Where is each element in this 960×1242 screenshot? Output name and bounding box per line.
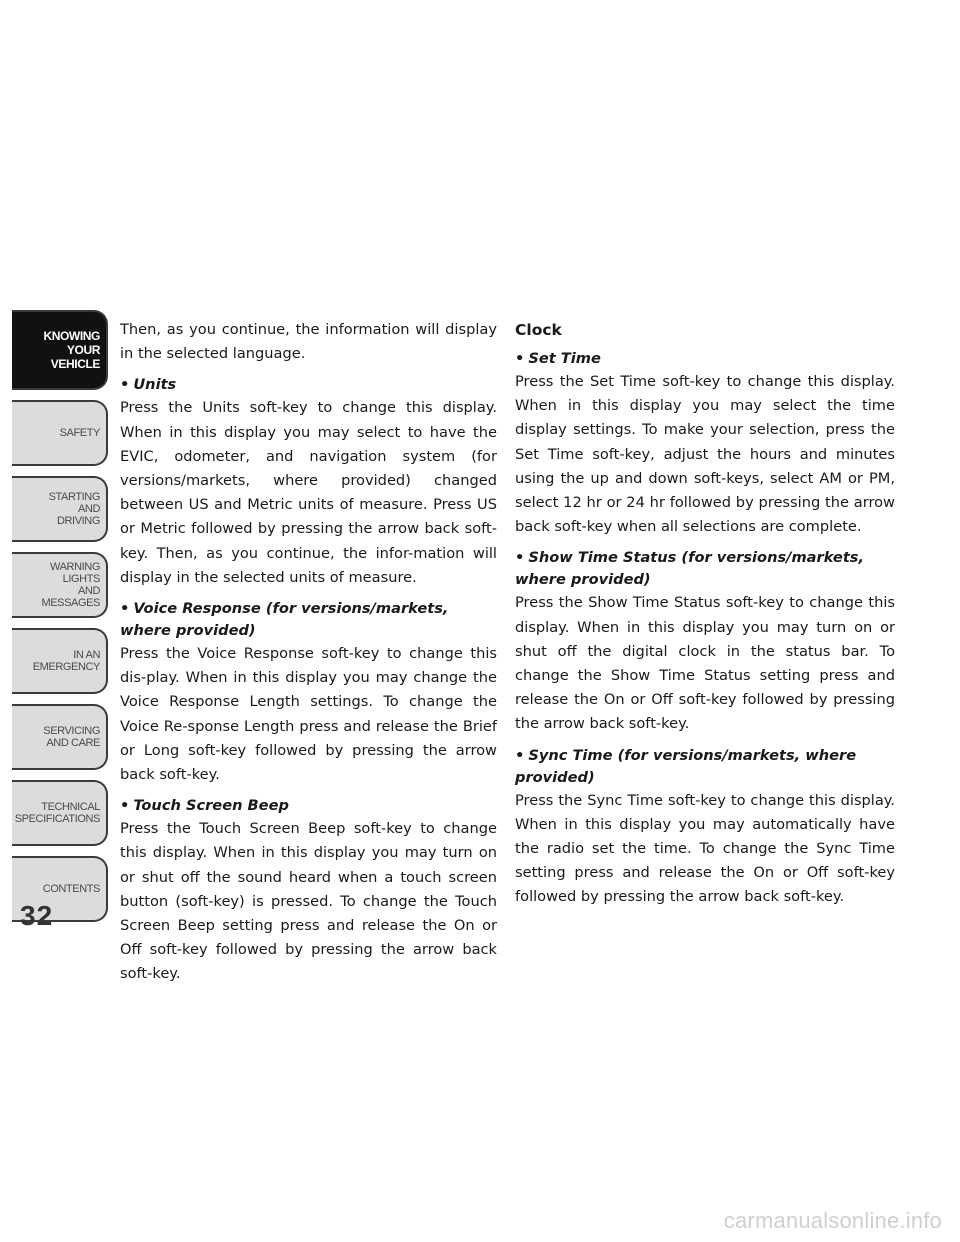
tab-label: SAFETY [59,427,100,439]
left-column [120,318,497,995]
tab-servicing-and-care[interactable] [12,704,108,770]
bullet-icon: • [120,600,130,618]
tab-warning-lights-and-messages[interactable] [12,552,108,618]
sync-time-paragraph: Press the Sync Time soft-key to change this display. When in this display you may automatically have the radio set the time. To change the Sync Time setting press and release the On or Off soft-key followed by pressing the arrow back soft-key. [515,791,895,906]
set-time-heading-text: Set Time [528,350,601,367]
tab-label: IN AN EMERGENCY [32,649,100,673]
tab-starting-and-driving[interactable] [12,476,108,542]
page-number: 32 [20,900,54,931]
units-paragraph: Press the Units soft-key to change this display. When in this display you may select to have the EVIC, odometer, and navigation system (for versions/markets, where provided) changed between US and Metric units of measure. Press US or Metric followed by pressing the arrow back soft-key. Then, as you continue, the infor-mation will display in the selected units of measure. [120,399,497,586]
tab-label: WARNING LIGHTS AND MESSAGES [41,561,100,609]
tab-technical-specifications[interactable] [12,780,108,846]
tab-label: CONTENTS [42,883,100,895]
voice-response-heading-text: Voice Response (for versions/markets, where provided) [120,600,449,640]
voice-response-heading [120,598,497,642]
voice-response-paragraph: Press the Voice Response soft-key to change this dis-play. When in this display you may change the Voice Response Length settings. To change the Voice Re-sponse Length press and release the Brief or Long soft-key followed by pressing the arrow back soft-key. [120,645,497,784]
bullet-icon: • [120,797,130,815]
show-time-status-paragraph: Press the Show Time Status soft-key to change this display. When in this display you may turn on or shut off the digital clock in the status bar. To change the Show Time Status setting press and release the On or Off soft-key followed by pressing the arrow back soft-key. [515,594,895,733]
chapter-tabs [12,312,108,932]
clock-section-title: Clock [515,321,562,339]
set-time-paragraph: Press the Set Time soft-key to change this display. When in this display you may select the time display settings. To make your selection, press the Set Time soft-key, adjust the hours and minutes using the up and down soft-keys, select AM or PM, select 12 hr or 24 hr followed by pressing the arrow back soft-key when all selections are complete. [515,373,895,536]
sync-time-heading [515,745,895,789]
sync-time-heading-text: Sync Time (for versions/markets, where provided) [515,746,857,786]
bullet-icon: • [515,350,525,367]
set-time-heading [515,348,895,370]
tab-safety[interactable] [12,400,108,466]
touch-screen-beep-paragraph: Press the Touch Screen Beep soft-key to change this display. When in this display you may turn on or shut off the sound heard when a touch screen button (soft-key) is pressed. To change the Touch Screen Beep setting press and release the On or Off soft-key followed by pressing the arrow back soft-key. [120,820,497,983]
watermark: carmanualsonline.info [723,1208,942,1233]
tab-label: TECHNICAL SPECIFICATIONS [14,801,100,825]
tab-label: SERVICING AND CARE [43,725,100,749]
tab-in-an-emergency[interactable] [12,628,108,694]
bullet-icon: • [515,549,525,567]
units-heading [120,374,497,396]
bullet-icon: • [515,746,525,764]
bullet-icon: • [120,376,130,394]
tab-label: STARTING AND DRIVING [48,491,100,527]
show-time-status-heading-text: Show Time Status (for versions/markets, where provided) [515,549,865,589]
touch-screen-beep-heading-text: Touch Screen Beep [133,797,289,815]
intro-paragraph: Then, as you continue, the information will display in the selected language. [120,321,497,363]
show-time-status-heading [515,547,895,591]
tab-label: KNOWING YOUR VEHICLE [43,329,100,371]
tab-knowing-your-vehicle[interactable] [12,310,108,390]
units-heading-text: Units [133,376,177,394]
right-column [515,318,895,918]
touch-screen-beep-heading [120,795,497,817]
